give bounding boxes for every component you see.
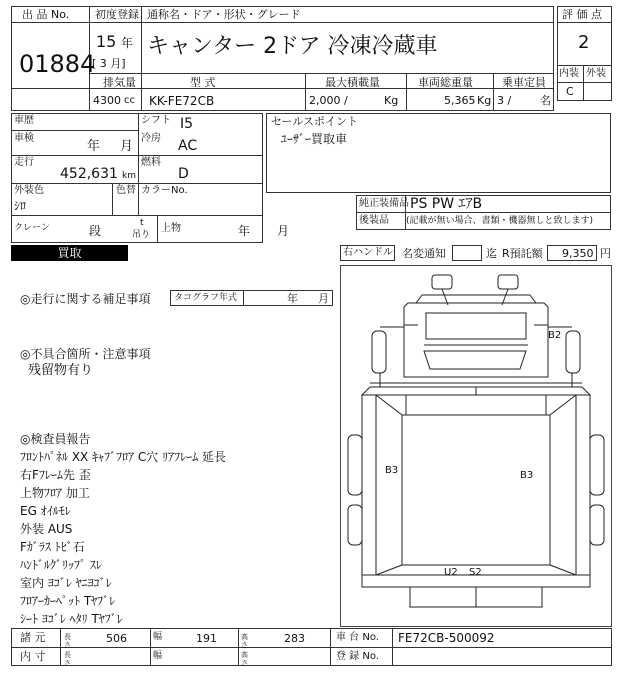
color-value: ｼﾛ — [14, 199, 27, 213]
name-change-box — [452, 245, 482, 261]
divider — [406, 73, 407, 111]
divider — [392, 628, 393, 666]
aftermarket-note: (記載が無い場合、書類・機器無しと致します) — [406, 216, 594, 226]
divider — [583, 65, 584, 101]
inspector-line: 右Fﾌﾚｰﾑ先 歪 — [20, 468, 91, 482]
in-length-label: 長さ — [64, 651, 71, 667]
shift-value: I5 — [180, 116, 194, 132]
mileage-label: 走行 — [14, 157, 34, 168]
name-change-label: 名変通知 — [402, 247, 446, 260]
first-reg-label: 初度登録 — [95, 8, 139, 21]
inspector-line: ﾌﾛﾝﾄﾊﾟﾈﾙ XX ｷｬﾌﾞﾌﾛｱ C穴 ﾘｱﾌﾚｰﾑ 延長 — [20, 450, 226, 464]
tacho-month: 月 — [318, 292, 329, 305]
gross-weight-unit: Kg — [477, 94, 492, 107]
recycle-label: R預託額 — [502, 247, 543, 260]
tacho-year: 年 — [287, 292, 298, 305]
rhd-label: 右ハンドル — [343, 247, 393, 258]
inspector-line: Fｶﾞﾗｽ ﾄﾋﾞ石 — [20, 540, 85, 554]
max-load-unit: Kg — [384, 94, 399, 107]
capacity-value: 3 / — [497, 94, 512, 107]
dims-label: 諸 元 — [20, 631, 46, 644]
divider — [557, 22, 612, 23]
lot-number: 01884 — [19, 50, 96, 78]
car-name-label: 通称名・ドア・形状・グレード — [147, 8, 301, 21]
divider — [141, 6, 142, 73]
width-value: 191 — [196, 632, 217, 645]
interior-label: 内装 — [559, 68, 579, 79]
defect-title: ◎不具合箇所・注意事項 — [20, 347, 151, 361]
inspection-label: 車検 — [14, 133, 34, 144]
score-label: 評 価 点 — [562, 8, 602, 21]
displacement-unit: cc — [124, 95, 135, 106]
purchase-badge: 買取 — [11, 245, 128, 261]
damage-mark-b3-right: B3 — [520, 470, 534, 481]
ac-value: AC — [178, 138, 198, 154]
mileage-value: 452,631 — [60, 166, 118, 182]
first-reg-year-unit: 年 — [121, 36, 134, 50]
color-code-label: カラーNo. — [141, 185, 188, 196]
inspection-year-unit: 年 — [87, 139, 101, 154]
defect-text: 残留物有り — [28, 363, 94, 378]
fuel-value: D — [178, 166, 189, 182]
reg-label: 登 録 No. — [336, 651, 379, 662]
divider — [150, 628, 151, 666]
equipment-label: 純正装備品 — [359, 198, 409, 209]
crane-label: クレーン — [14, 223, 50, 233]
inspector-line: 上物ﾌﾛｱ 加工 — [20, 486, 90, 500]
damage-mark-u2: U2 — [444, 567, 458, 578]
interior-score: C — [566, 85, 574, 98]
divider — [60, 628, 61, 666]
lot-label: 出 品 No. — [22, 8, 70, 21]
yen-label: 円 — [600, 247, 611, 260]
displacement-label: 排気量 — [103, 76, 136, 89]
divider — [356, 212, 611, 213]
displacement-value: 4300 — [93, 94, 121, 107]
color-label: 外装色 — [14, 185, 44, 196]
inspection-month-unit: 月 — [120, 139, 134, 154]
exterior-label: 外装 — [586, 68, 606, 79]
divider — [11, 130, 138, 131]
width-label: 幅 — [153, 632, 163, 642]
interior-dims-label: 内 寸 — [20, 650, 46, 663]
damage-mark-b3-left: B3 — [385, 465, 399, 476]
inspector-line: ｼｰﾄ ﾖｺﾞﾚ ﾍﾀﾘ Tﾔﾌﾞﾚ — [20, 612, 123, 626]
color-change-label: 色替 — [116, 185, 136, 196]
aftermarket-label: 後装品 — [359, 215, 389, 226]
car-name: キャンター 2ドア 冷凍冷蔵車 — [147, 34, 438, 59]
inspector-line: EG ｵｲﾙﾓﾚ — [20, 504, 71, 518]
divider — [89, 73, 554, 74]
damage-mark-b2: B2 — [548, 330, 562, 341]
inspector-line: 外装 AUS — [20, 522, 73, 536]
sales-point-text: ﾕｰｻﾞｰ買取車 — [281, 132, 348, 146]
ac-label: 冷房 — [141, 133, 161, 144]
crane-ton: t — [140, 218, 144, 228]
max-load-label: 最大積載量 — [325, 76, 380, 89]
crane-stage: 段 — [89, 224, 102, 238]
damage-mark-s2: S2 — [469, 567, 482, 578]
score-value: 2 — [578, 32, 590, 53]
capacity-label: 乗車定員 — [502, 76, 546, 89]
height-label: 高さ — [241, 633, 248, 649]
divider — [141, 73, 142, 111]
model-value: KK-FE72CB — [149, 94, 215, 108]
driving-notes-title: ◎走行に関する補足事項 — [20, 292, 151, 306]
inspector-line: 室内 ﾖｺﾞﾚ ﾔﾆﾖｺﾞﾚ — [20, 576, 112, 590]
divider — [157, 215, 158, 243]
first-reg-month: [ 3 月] — [92, 57, 126, 70]
crane-hang: 吊り — [132, 230, 151, 240]
divider — [11, 215, 263, 216]
inspector-line: ﾊﾝﾄﾞﾙｸﾞﾘｯﾌﾟ ｽﾚ — [20, 558, 102, 572]
divider — [138, 113, 139, 215]
recycle-amount: 9,350 — [562, 247, 594, 260]
divider — [11, 155, 263, 156]
first-reg-year: 15 — [96, 32, 117, 51]
divider — [557, 82, 612, 83]
fuel-label: 燃料 — [141, 157, 161, 168]
divider — [330, 628, 331, 666]
shift-label: シフト — [141, 115, 171, 126]
in-height-label: 高さ — [241, 651, 248, 667]
in-width-label: 幅 — [153, 651, 163, 661]
max-load-value: 2,000 / — [309, 94, 348, 107]
divider — [11, 22, 554, 23]
gross-weight-value: 5,365 — [444, 94, 476, 107]
mileage-unit: km — [122, 171, 136, 181]
divider — [557, 65, 612, 66]
equipment-value: PS PW ｴｱB — [410, 196, 483, 212]
history-label: 車歴 — [14, 115, 34, 126]
divider — [493, 73, 494, 111]
height-value: 283 — [284, 632, 305, 645]
deadline-label: 迄 — [486, 247, 497, 260]
sales-point-label: セールスポイント — [271, 115, 359, 128]
divider — [238, 628, 239, 666]
length-label: 長さ — [64, 633, 71, 649]
tacho-label: タコグラフ年式 — [174, 293, 238, 303]
divider — [112, 183, 113, 215]
length-value: 506 — [106, 632, 127, 645]
deck-label: 上物 — [161, 223, 181, 234]
capacity-unit: 名 — [540, 94, 551, 107]
model-label: 型 式 — [190, 76, 216, 89]
divider — [243, 290, 244, 306]
deck-year: 年 — [238, 224, 251, 238]
divider — [305, 73, 306, 111]
inspector-line: ﾌﾛｱｰｶｰﾍﾟｯﾄ Tﾔﾌﾞﾚ — [20, 594, 116, 608]
chassis-label: 車 台 No. — [336, 632, 379, 643]
chassis-value: FE72CB-500092 — [398, 631, 495, 645]
gross-weight-label: 車両総重量 — [418, 76, 473, 89]
deck-month: 月 — [277, 224, 290, 238]
divider — [11, 183, 263, 184]
divider — [11, 647, 612, 648]
inspector-title: ◎検査員報告 — [20, 432, 91, 446]
